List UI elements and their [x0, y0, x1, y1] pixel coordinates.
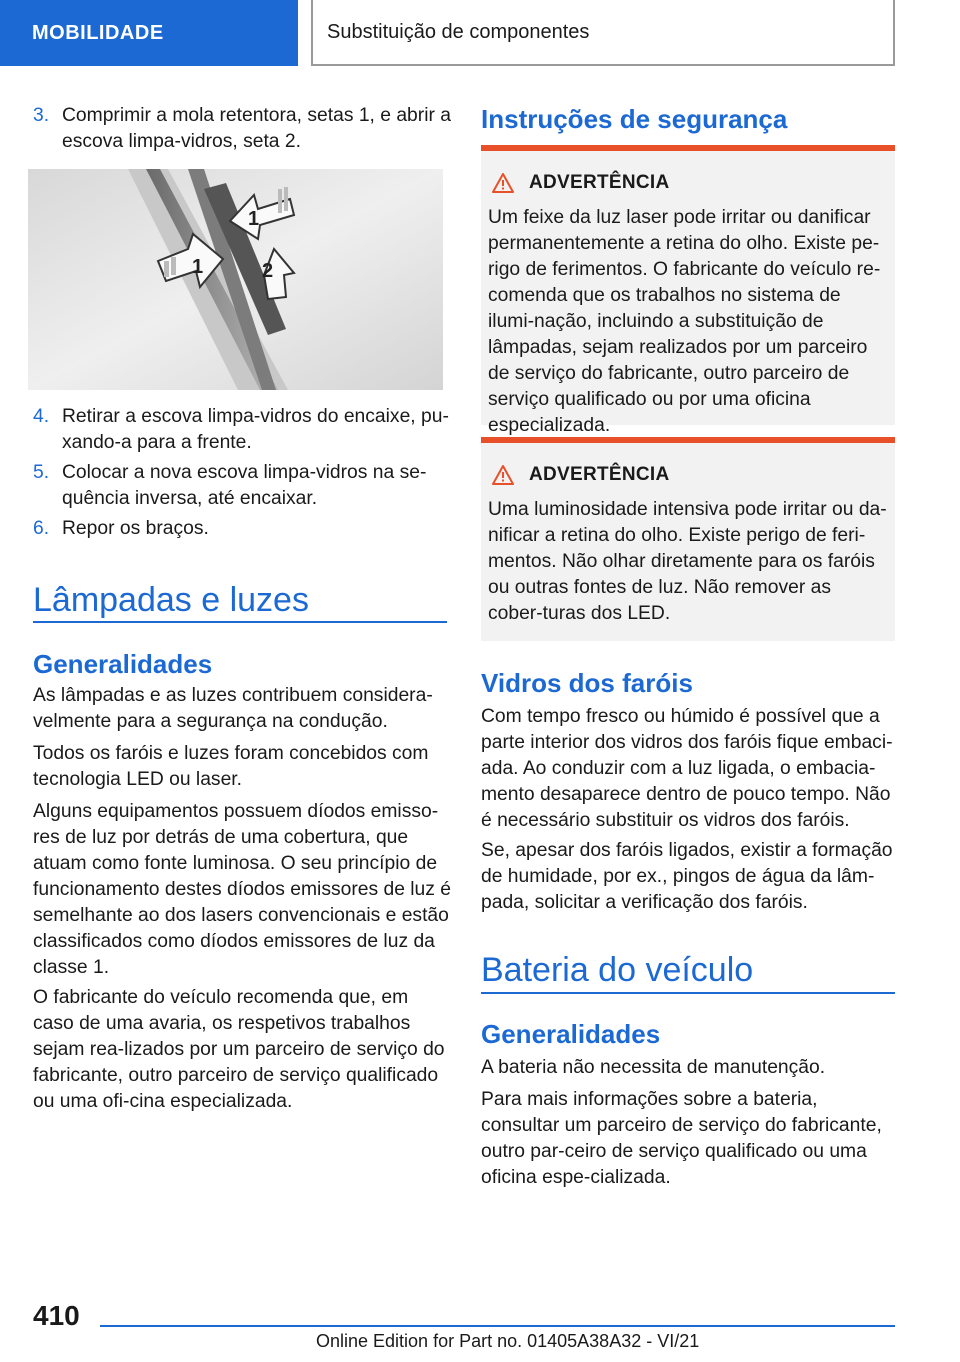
step-6	[33, 516, 453, 542]
paragraph: A bateria não necessita de manutenção.	[481, 1057, 826, 1078]
warning-triangle-icon	[491, 464, 515, 486]
warning-title	[491, 172, 670, 194]
arrow-label-2: 2	[262, 260, 274, 282]
paragraph: Alguns equipamentos possuem díodos emisso-res de luz por detrás de uma cobertura, que atuam como fonte luminosa. O seu princípio de funcionamento destes díodos emissores de luz é semelhante ao dos lasers convencionais e estão classificados como díodos emissores de luz da classe 1.	[33, 801, 452, 978]
warning-title	[491, 464, 670, 486]
step-4	[33, 404, 453, 456]
warning-bar	[481, 437, 895, 443]
page-number: 410	[33, 1300, 80, 1331]
warning-bar	[481, 145, 895, 151]
arrow-label-1a: 1	[192, 256, 204, 278]
step-number: 3.	[33, 105, 50, 126]
paragraph: O fabricante do veículo recomenda que, em caso de uma avaria, os respetivos trabalhos sejam rea-lizados por um parceiro de serviço do fabricante, outro parceiro de serviço qualificado ou uma ofi-cina especializada.	[33, 987, 445, 1112]
arrow-label-1b: 1	[248, 208, 260, 230]
paragraph: Para mais informações sobre a bateria, consultar um parceiro de serviço do fabricante, outro par-ceiro de serviço qualificado ou uma oficina espe-cializada.	[481, 1089, 882, 1188]
paragraph: Com tempo fresco ou húmido é possível que a parte interior dos vidros dos faróis fique embaci-ada. Ao conduzir com a luz ligada, o embacia-mento desaparece dentro de pouco tempo. Não é necessário substituir os vidros dos faróis.	[481, 706, 893, 831]
step-text: Repor os braços.	[62, 518, 209, 539]
section-tab: MOBILIDADE	[0, 0, 298, 66]
step-number: 5.	[33, 462, 50, 483]
warning-text: Uma luminosidade intensiva pode irritar ou da-nificar a retina do olho. Existe perigo de feri-mentos. Não olhar diretamente para os faróis ou outras fontes de luz. Não remover as cober-turas dos LED.	[488, 499, 887, 624]
step-number: 4.	[33, 406, 50, 427]
warning-box-laser	[481, 145, 895, 436]
heading-general-lamps: Generalidades	[33, 649, 213, 679]
step-text: Retirar a escova limpa-vidros do encaixe, pu-xando-a para a frente.	[62, 406, 449, 453]
paragraph: Se, apesar dos faróis ligados, existir a formação de humidade, por ex., pingos de água da lâm-pada, solicitar a verificação dos faróis.	[481, 840, 893, 913]
chapter-title: Substituição de componentes	[311, 0, 895, 66]
paragraph: Todos os faróis e luzes foram concebidos com tecnologia LED ou laser.	[33, 743, 429, 790]
footer-rule	[100, 1325, 895, 1327]
step-number: 6.	[33, 518, 50, 539]
edition-note: Online Edition for Part no. 01405A38A32 - VI/21	[316, 1331, 700, 1351]
heading-rule	[481, 992, 895, 994]
step-3	[33, 103, 453, 155]
step-text: Comprimir a mola retentora, setas 1, e abrir a escova limpa-vidros, seta 2.	[62, 105, 451, 152]
heading-rule	[33, 621, 447, 623]
heading-general-battery: Generalidades	[481, 1019, 661, 1049]
heading-lamps: Lâmpadas e luzes	[33, 581, 309, 619]
warning-text: Um feixe da luz laser pode irritar ou danificar permanentemente a retina do olho. Existe pe-rigo de ferimentos. O fabricante do veículo re-comenda que os trabalhos no sistema de ilumi-nação, incluindo a substituição de lâmpadas, sejam realizados por um parceiro de serviço do fabricante, outro parceiro de serviço qualificado ou por uma oficina especializada.	[488, 207, 881, 436]
warning-title-text: ADVERTÊNCIA	[529, 464, 670, 485]
heading-headlight-glass: Vidros dos faróis	[481, 668, 693, 698]
heading-battery: Bateria do veículo	[481, 951, 754, 989]
heading-safety: Instruções de segurança	[481, 104, 788, 134]
wiper-illustration	[28, 169, 443, 390]
warning-box-light	[481, 437, 895, 641]
paragraph: As lâmpadas e as luzes contribuem considera-velmente para a segurança na condução.	[33, 685, 433, 732]
wiper-figure	[28, 169, 443, 390]
step-text: Colocar a nova escova limpa-vidros na se-quência inversa, até encaixar.	[62, 462, 427, 509]
warning-title-text: ADVERTÊNCIA	[529, 172, 670, 193]
step-5	[33, 460, 453, 512]
warning-triangle-icon	[491, 172, 515, 194]
